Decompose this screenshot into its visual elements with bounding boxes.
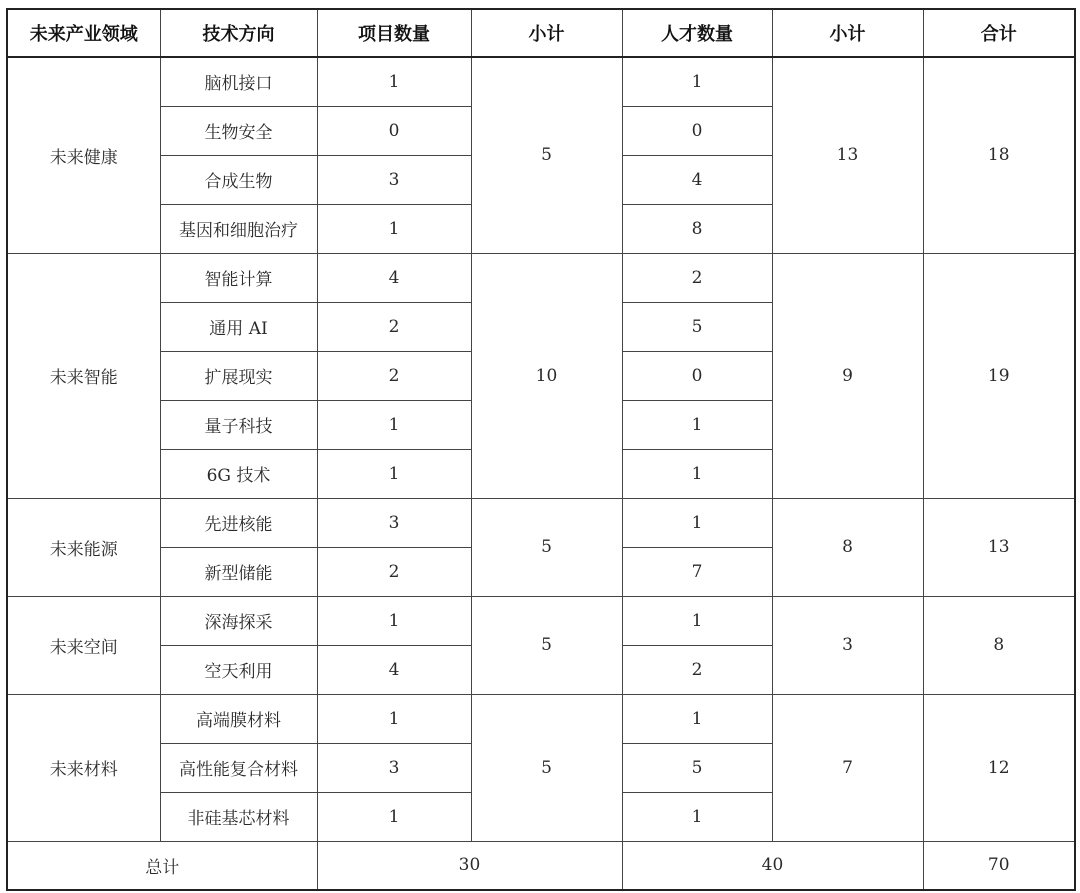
tech-cell: 合成生物 — [160, 155, 317, 204]
talents-subtotal-cell: 8 — [772, 498, 923, 596]
total-projects: 30 — [317, 841, 622, 890]
projects-cell: 1 — [317, 694, 471, 743]
table-row — [7, 596, 1075, 645]
tech-cell: 先进核能 — [160, 498, 317, 547]
table-row — [7, 57, 1075, 106]
talents-cell: 8 — [622, 204, 772, 253]
domain-cell: 未来智能 — [7, 253, 160, 498]
talents-subtotal-cell: 9 — [772, 253, 923, 498]
talents-cell: 0 — [622, 106, 772, 155]
domain-cell: 未来空间 — [7, 596, 160, 694]
total-talents: 40 — [622, 841, 923, 890]
projects-subtotal-cell: 10 — [471, 253, 622, 498]
tech-cell: 高端膜材料 — [160, 694, 317, 743]
tech-cell: 新型储能 — [160, 547, 317, 596]
projects-subtotal-cell: 5 — [471, 57, 622, 253]
table-row — [7, 694, 1075, 743]
projects-cell: 1 — [317, 57, 471, 106]
talents-subtotal-cell: 3 — [772, 596, 923, 694]
header-domain: 未来产业领域 — [7, 9, 160, 57]
total-grand: 70 — [923, 841, 1075, 890]
talents-cell: 5 — [622, 302, 772, 351]
projects-cell: 1 — [317, 204, 471, 253]
projects-cell: 2 — [317, 547, 471, 596]
projects-cell: 4 — [317, 645, 471, 694]
tech-cell: 量子科技 — [160, 400, 317, 449]
talents-cell: 1 — [622, 57, 772, 106]
projects-cell: 3 — [317, 155, 471, 204]
talents-cell: 5 — [622, 743, 772, 792]
projects-subtotal-cell: 5 — [471, 596, 622, 694]
total-row — [7, 841, 1075, 890]
talents-cell: 1 — [622, 400, 772, 449]
group-total-cell: 12 — [923, 694, 1075, 841]
tech-cell: 非硅基芯材料 — [160, 792, 317, 841]
talents-subtotal-cell: 7 — [772, 694, 923, 841]
projects-cell: 0 — [317, 106, 471, 155]
tech-cell: 智能计算 — [160, 253, 317, 302]
total-label: 总计 — [7, 841, 317, 890]
tech-cell: 深海探采 — [160, 596, 317, 645]
talents-cell: 1 — [622, 449, 772, 498]
domain-cell: 未来健康 — [7, 57, 160, 253]
tech-cell: 脑机接口 — [160, 57, 317, 106]
group-total-cell: 19 — [923, 253, 1075, 498]
projects-cell: 2 — [317, 351, 471, 400]
talents-subtotal-cell: 13 — [772, 57, 923, 253]
projects-cell: 2 — [317, 302, 471, 351]
talents-cell: 1 — [622, 596, 772, 645]
header-projects: 项目数量 — [317, 9, 471, 57]
tech-cell: 扩展现实 — [160, 351, 317, 400]
projects-cell: 1 — [317, 596, 471, 645]
talents-cell: 2 — [622, 645, 772, 694]
tech-cell: 空天利用 — [160, 645, 317, 694]
tech-cell: 生物安全 — [160, 106, 317, 155]
header-row — [7, 9, 1075, 57]
table-row — [7, 253, 1075, 302]
domain-cell: 未来能源 — [7, 498, 160, 596]
tech-cell: 6G 技术 — [160, 449, 317, 498]
talents-cell: 7 — [622, 547, 772, 596]
industry-statistics-table — [6, 8, 1076, 891]
talents-cell: 1 — [622, 792, 772, 841]
table-row — [7, 498, 1075, 547]
projects-cell: 1 — [317, 400, 471, 449]
table-body — [7, 57, 1075, 841]
header-tech: 技术方向 — [160, 9, 317, 57]
tech-cell: 基因和细胞治疗 — [160, 204, 317, 253]
projects-cell: 3 — [317, 743, 471, 792]
group-total-cell: 13 — [923, 498, 1075, 596]
projects-cell: 1 — [317, 792, 471, 841]
projects-cell: 1 — [317, 449, 471, 498]
group-total-cell: 8 — [923, 596, 1075, 694]
talents-cell: 2 — [622, 253, 772, 302]
header-talents: 人才数量 — [622, 9, 772, 57]
tech-cell: 通用 AI — [160, 302, 317, 351]
talents-cell: 0 — [622, 351, 772, 400]
header-projects-subtotal: 小计 — [471, 9, 622, 57]
domain-cell: 未来材料 — [7, 694, 160, 841]
projects-subtotal-cell: 5 — [471, 498, 622, 596]
projects-subtotal-cell: 5 — [471, 694, 622, 841]
talents-cell: 1 — [622, 498, 772, 547]
header-total: 合计 — [923, 9, 1075, 57]
talents-cell: 4 — [622, 155, 772, 204]
tech-cell: 高性能复合材料 — [160, 743, 317, 792]
group-total-cell: 18 — [923, 57, 1075, 253]
projects-cell: 3 — [317, 498, 471, 547]
projects-cell: 4 — [317, 253, 471, 302]
header-talents-subtotal: 小计 — [772, 9, 923, 57]
talents-cell: 1 — [622, 694, 772, 743]
